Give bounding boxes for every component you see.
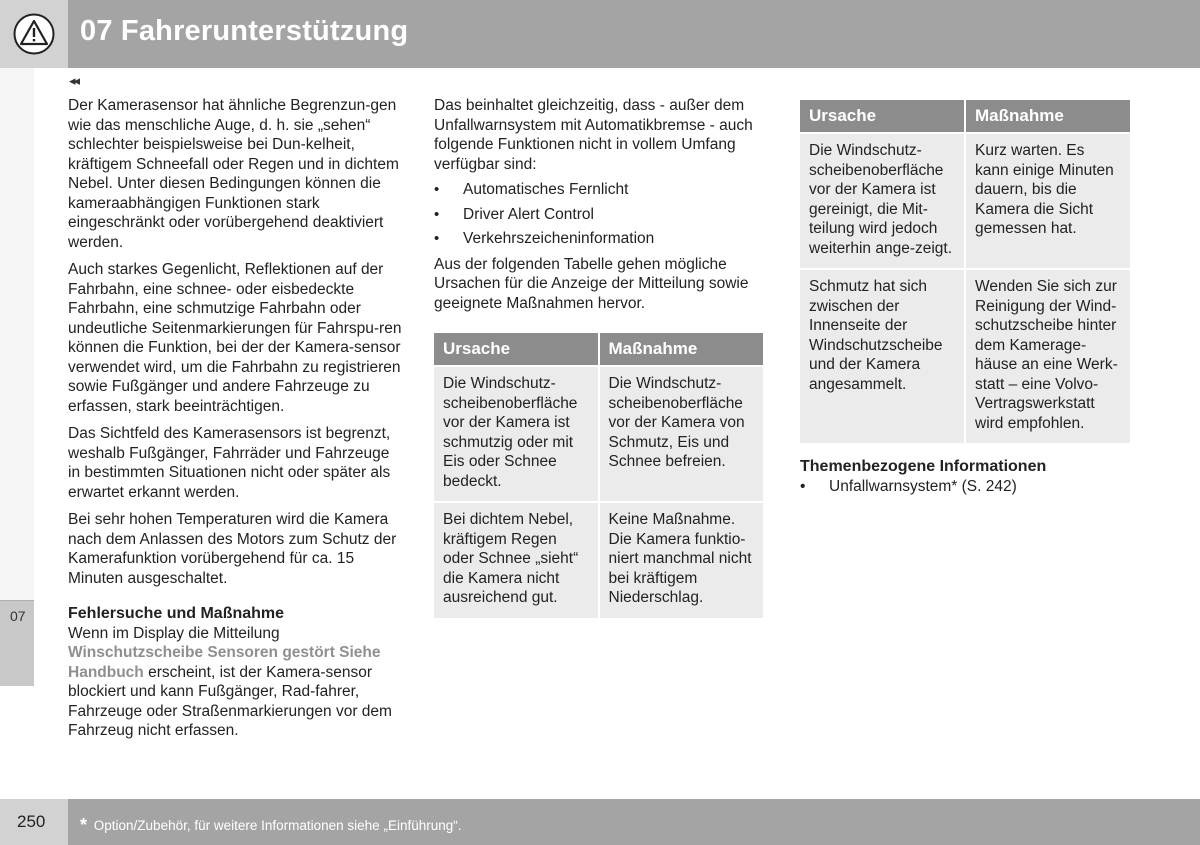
paragraph: Das beinhaltet gleichzeitig, dass - außer dem Unfallwarnsystem mit Automatikbremse - auch folgende Funktionen nicht in vollem Umfang verfügbar sind: <box>434 97 753 173</box>
troubleshooting-text <box>68 624 403 741</box>
chapter-side-tab <box>0 600 34 686</box>
paragraph: Der Kamerasensor hat ähnliche Begrenzun-gen wie das menschliche Auge, d. h. sie „sehen“ schlechter beispielsweise bei Dun-kelheit, kräftigem Schneefall oder Regen und in dichtem Nebel. Unter diesen Bedingungen können die kameraabhängigen Funktionen stark eingeschränkt oder vorübergehend deaktiviert werden. <box>68 97 399 251</box>
page-footer <box>0 799 1200 845</box>
table-header-cause: Ursache <box>434 333 598 365</box>
list-item: • Driver Alert Control <box>434 205 769 225</box>
text-column-1 <box>68 96 403 741</box>
table-cell-cause: Die Windschutz-scheibenoberfläche vor der Kamera ist gereinigt, die Mit-teilung wird jedoch weiterhin ange-zeigt. <box>800 134 964 268</box>
footnote-star: * <box>80 815 88 835</box>
table-header-row <box>800 100 1130 132</box>
table-header-action: Maßnahme <box>966 100 1130 132</box>
function-list <box>434 180 769 249</box>
table-cell-action: Die Windschutz-scheibenoberfläche vor der Kamera von Schmutz, Eis und Schnee befreien. <box>600 367 764 501</box>
display-message: Winschutzscheibe Sensoren gestört Siehe Handbuch <box>68 644 381 681</box>
table-cell-cause: Bei dichtem Nebel, kräftigem Regen oder Schnee „sieht“ die Kamera nicht ausreichend gut. <box>434 503 598 618</box>
warning-triangle-icon <box>13 13 55 55</box>
paragraph: Auch starkes Gegenlicht, Reflektionen auf der Fahrbahn, eine schnee- oder eisbedeckte Fahrbahn, eine schmutzige Fahrbahn oder undeutliche Seitenmarkierungen für Fahrspu-ren können die Funktion, bei der der Kamera-sensor verwendet wird, um die Fahrbahn zu registrieren sowie Fußgänger und andere Fahrzeuge zu erfassen, stark beeinträchtigen. <box>68 261 402 415</box>
list-item: • Verkehrszeicheninformation <box>434 229 769 249</box>
page-number-box <box>0 799 68 845</box>
table-row <box>434 503 763 618</box>
text-column-3 <box>800 98 1132 496</box>
cause-action-table <box>432 331 765 620</box>
paragraph: Aus der folgenden Tabelle gehen mögliche Ursachen für die Anzeige der Mitteilung sowie geeignete Maßnahmen hervor. <box>434 255 749 312</box>
left-margin-strip <box>0 68 34 600</box>
table-cell-action: Kurz warten. Es kann einige Minuten dauern, bis die Kamera die Sicht gemessen hat. <box>966 134 1130 268</box>
warning-icon-box <box>0 0 68 68</box>
chapter-tab-label: 07 <box>10 608 26 624</box>
paragraph: Das Sichtfeld des Kamerasensors ist begrenzt, weshalb Fußgänger, Fahrräder und Fahrzeuge in bestimmten Situationen nicht oder später als erwartet erkannt werden. <box>68 425 391 501</box>
table-header-cause: Ursache <box>800 100 964 132</box>
table-row <box>800 270 1130 443</box>
page-number: 250 <box>17 812 46 831</box>
table-cell-action: Keine Maßnahme. Die Kamera funktio-niert manchmal nicht bei kräftigem Niederschlag. <box>600 503 764 618</box>
table-cell-cause: Die Windschutz-scheibenoberfläche vor der Kamera ist schmutzig oder mit Eis oder Schnee bedeckt. <box>434 367 598 501</box>
footnote <box>80 814 462 835</box>
table-header-action: Maßnahme <box>600 333 764 365</box>
footnote-text: Option/Zubehör, für weitere Informationen siehe „Einführung“. <box>93 818 462 833</box>
related-info-list <box>800 477 1132 497</box>
chapter-header <box>0 0 1200 68</box>
table-header-row <box>434 333 763 365</box>
chapter-title: 07 Fahrerunterstützung <box>80 15 409 47</box>
table-cell-cause: Schmutz hat sich zwischen der Innenseite der Windschutzscheibe und der Kamera angesammelt. <box>800 270 964 443</box>
table-row <box>800 134 1130 268</box>
related-info-heading: Themenbezogene Informationen <box>800 458 1047 475</box>
table-cell-action: Wenden Sie sich zur Reinigung der Wind-schutzscheibe hinter dem Kamerage-häuse an eine Werk-statt – eine Volvo-Vertragswerkstatt wird empfohlen. <box>966 270 1130 443</box>
section-intro: Wenn im Display die Mitteilung <box>68 624 280 642</box>
table-row <box>434 367 763 501</box>
list-item: • Automatisches Fernlicht <box>434 180 769 200</box>
continuation-arrows-icon: ◂◂ <box>69 73 79 88</box>
paragraph: Bei sehr hohen Temperaturen wird die Kamera nach dem Anlassen des Motors zum Schutz der Kamerafunktion vorübergehend für ca. 15 Minuten ausgeschaltet. <box>68 511 397 587</box>
related-info-link[interactable]: • Unfallwarnsystem* (S. 242) <box>800 477 1132 497</box>
section-rest: erscheint, ist der Kamera-sensor blockiert und kann Fußgänger, Rad-fahrer, Fahrzeuge oder Straßenmarkierungen vor dem Fahrzeug nicht erfassen. <box>68 663 392 739</box>
text-column-2 <box>434 96 769 620</box>
section-heading: Fehlersuche und Maßnahme <box>68 605 285 622</box>
cause-action-table <box>798 98 1132 445</box>
